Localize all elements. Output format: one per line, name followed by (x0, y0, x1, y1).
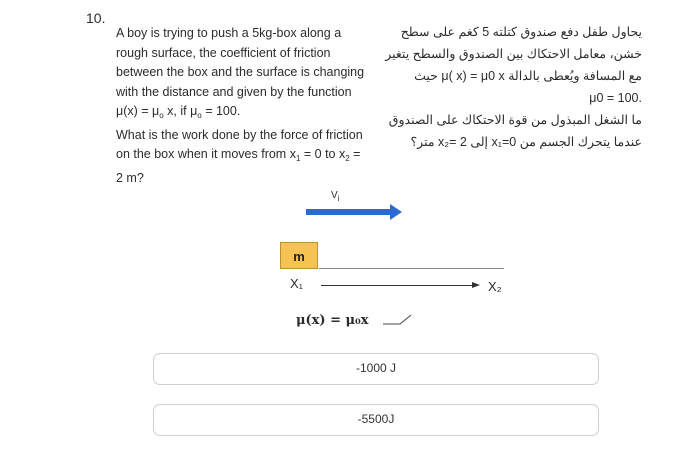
rough-surface-line (319, 268, 504, 269)
english-line: A boy is trying to push a 5kg-box along a (116, 26, 342, 40)
english-line: 2 m? (116, 170, 144, 185)
velocity-subscript: i (337, 194, 340, 203)
answer-option-2[interactable]: -5500J (153, 404, 599, 436)
english-line: between the box and the surface is changing (116, 65, 365, 79)
arabic-line: .μ0 = 100 (589, 91, 642, 105)
formula-end: = 100. (201, 104, 241, 118)
answer-option-1[interactable]: -1000 J (153, 353, 599, 385)
range-prefix: on the box when it moves from x (116, 147, 296, 161)
arabic-line: مع المسافة ويُعطى بالدالة μ( x) = μ0 x حيث (414, 69, 642, 83)
arabic-line: عندما يتحرك الجسم من x₁=0 إلى x₂= 2 متر؟ (410, 135, 642, 149)
arabic-line: يحاول طفل دفع صندوق كتلته 5 كغم على سطح (400, 25, 642, 39)
x2-label: X₂ (488, 279, 502, 294)
x1-subscript: 1 (295, 154, 301, 163)
friction-formula: μ(x) = μ₀x (296, 313, 369, 328)
formula-middle: x, if μ (163, 104, 198, 118)
english-line: with the distance and given by the function (116, 84, 352, 99)
velocity-arrow-head-icon (390, 204, 402, 220)
formula-prefix: μ(x) = μ (116, 104, 160, 118)
range-middle: = 0 to x (300, 147, 346, 161)
distance-arrow-head-icon (472, 282, 480, 288)
velocity-label (331, 190, 339, 203)
arabic-line: ما الشغل المبذول من قوة الاحتكاك على الصندوق (388, 113, 642, 127)
english-line: What is the work done by the force of friction (116, 127, 363, 142)
arabic-line: خشن، معامل الاحتكاك بين الصندوق والسطح يتغير (385, 47, 642, 61)
mu0-subscript: o (159, 111, 164, 120)
pencil-stroke-icon (383, 313, 413, 325)
x1-label: X₁ (290, 276, 304, 291)
distance-arrow-shaft (321, 285, 473, 286)
velocity-arrow-shaft (306, 209, 392, 215)
english-line: rough surface, the coefficient of friction (116, 45, 331, 60)
x2-subscript: 2 (345, 154, 350, 163)
question-number: 10. (86, 10, 106, 26)
range-end: = (349, 147, 361, 161)
velocity-symbol: V (331, 190, 338, 201)
mu0-subscript-2: o (197, 111, 202, 120)
mass-box: m (280, 242, 318, 269)
